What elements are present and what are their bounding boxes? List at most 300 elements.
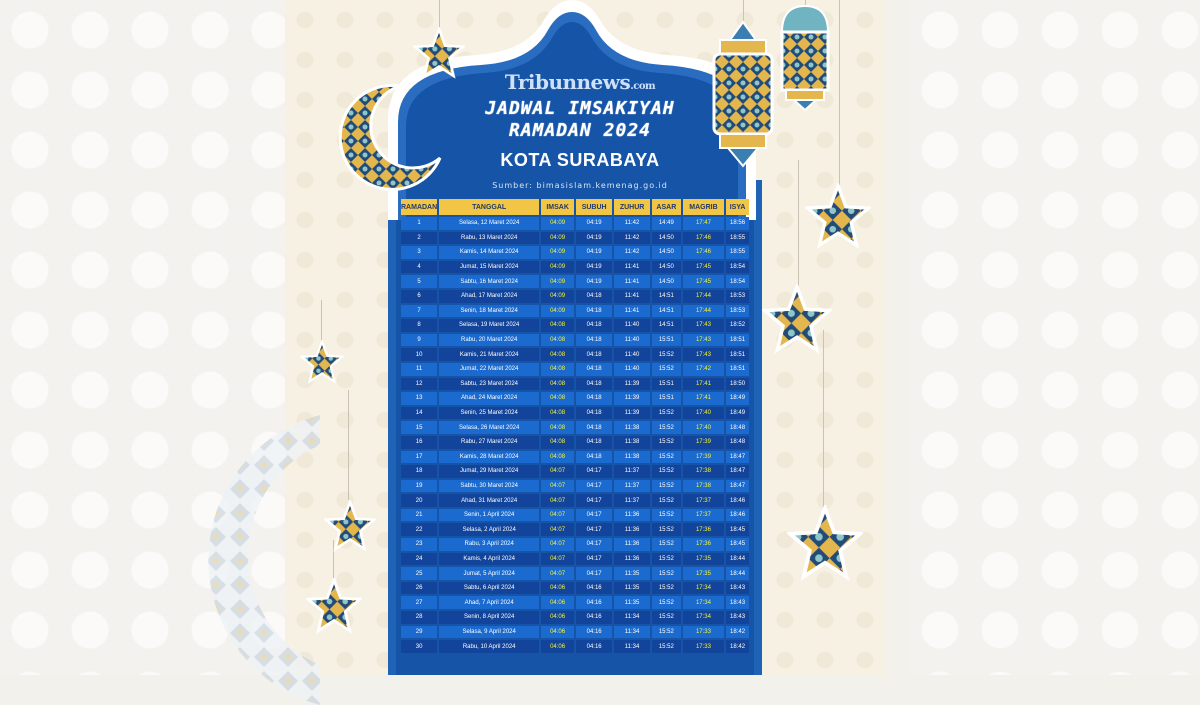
table-cell: 04:17 <box>576 538 612 551</box>
table-cell: 17:43 <box>683 319 724 332</box>
table-cell: 5 <box>401 275 437 288</box>
lantern-icon <box>708 20 778 170</box>
table-cell: 04:06 <box>541 640 574 653</box>
table-cell: 19 <box>401 480 437 493</box>
table-cell: 18:43 <box>726 582 749 595</box>
table-cell: 04:18 <box>576 392 612 405</box>
title-line-2: RAMADAN 2024 <box>508 120 652 141</box>
table-cell: 04:07 <box>541 567 574 580</box>
table-cell: 18:54 <box>726 275 749 288</box>
table-cell: 15:52 <box>652 523 681 536</box>
table-cell: 17:43 <box>683 334 724 347</box>
table-cell: 11:37 <box>614 494 650 507</box>
table-cell: 04:06 <box>541 582 574 595</box>
column-header: TANGGAL <box>439 199 539 215</box>
table-cell: 14:50 <box>652 246 681 259</box>
table-cell: Selasa, 19 Maret 2024 <box>439 319 539 332</box>
table-cell: 04:17 <box>576 523 612 536</box>
table-cell: 15:52 <box>652 480 681 493</box>
table-cell: 18:44 <box>726 567 749 580</box>
table-cell: Jumat, 29 Maret 2024 <box>439 465 539 478</box>
table-cell: 04:18 <box>576 421 612 434</box>
table-cell: 18:43 <box>726 611 749 624</box>
table-cell: 26 <box>401 582 437 595</box>
table-cell: 15:52 <box>652 363 681 376</box>
table-cell: 15:52 <box>652 509 681 522</box>
table-row <box>401 319 749 332</box>
lantern-icon <box>776 2 834 112</box>
table-cell: 15:51 <box>652 392 681 405</box>
table-row <box>401 334 749 347</box>
table-row <box>401 261 749 274</box>
table-cell: Senin, 25 Maret 2024 <box>439 407 539 420</box>
page-title <box>420 98 740 142</box>
table-cell: 04:17 <box>576 494 612 507</box>
hanging-string <box>798 160 799 290</box>
table-cell: 11:39 <box>614 378 650 391</box>
table-cell: 17 <box>401 451 437 464</box>
table-cell: Ahad, 24 Maret 2024 <box>439 392 539 405</box>
table-cell: 17:46 <box>683 232 724 245</box>
table-cell: 11:39 <box>614 392 650 405</box>
table-cell: 18:48 <box>726 436 749 449</box>
table-row <box>401 378 749 391</box>
table-cell: 11:38 <box>614 421 650 434</box>
table-cell: 17:36 <box>683 538 724 551</box>
table-row <box>401 421 749 434</box>
table-row <box>401 305 749 318</box>
hanging-string <box>348 390 349 500</box>
star-icon <box>300 340 344 384</box>
table-cell: 18:50 <box>726 378 749 391</box>
table-cell: 04:08 <box>541 363 574 376</box>
table-cell: Ahad, 17 Maret 2024 <box>439 290 539 303</box>
table-cell: 13 <box>401 392 437 405</box>
table-row <box>401 246 749 259</box>
table-cell: 11:36 <box>614 523 650 536</box>
table-row <box>401 611 749 624</box>
column-header: ZUHUR <box>614 199 650 215</box>
table-cell: 15:52 <box>652 407 681 420</box>
hanging-string <box>823 330 824 510</box>
table-cell: 22 <box>401 523 437 536</box>
table-cell: Senin, 1 April 2024 <box>439 509 539 522</box>
table-cell: 30 <box>401 640 437 653</box>
column-header: IMSAK <box>541 199 574 215</box>
table-cell: 14:51 <box>652 319 681 332</box>
table-cell: 04:18 <box>576 451 612 464</box>
table-cell: Sabtu, 6 April 2024 <box>439 582 539 595</box>
table-cell: 04:18 <box>576 334 612 347</box>
table-cell: 17:34 <box>683 596 724 609</box>
table-cell: Kamis, 28 Maret 2024 <box>439 451 539 464</box>
table-cell: 18:47 <box>726 480 749 493</box>
table-cell: 8 <box>401 319 437 332</box>
table-cell: 17:36 <box>683 523 724 536</box>
table-header-row <box>401 199 749 215</box>
table-cell: 17:33 <box>683 640 724 653</box>
table-cell: 17:35 <box>683 553 724 566</box>
table-cell: 29 <box>401 626 437 639</box>
table-cell: 17:33 <box>683 626 724 639</box>
table-body <box>401 217 749 653</box>
table-cell: 04:08 <box>541 348 574 361</box>
table-cell: Rabu, 27 Maret 2024 <box>439 436 539 449</box>
table-row <box>401 451 749 464</box>
table-cell: 14:49 <box>652 217 681 230</box>
table-cell: 04:16 <box>576 611 612 624</box>
table-cell: 17:40 <box>683 407 724 420</box>
table-cell: 15:52 <box>652 567 681 580</box>
table-row <box>401 494 749 507</box>
table-cell: Ahad, 7 April 2024 <box>439 596 539 609</box>
table-cell: 04:19 <box>576 217 612 230</box>
table-cell: 04:06 <box>541 596 574 609</box>
table-cell: 17:44 <box>683 290 724 303</box>
table-cell: 18:45 <box>726 538 749 551</box>
table-cell: 15:51 <box>652 378 681 391</box>
table-cell: 15:52 <box>652 465 681 478</box>
table-cell: 17:41 <box>683 378 724 391</box>
table-cell: 11:34 <box>614 640 650 653</box>
table-cell: 17:41 <box>683 392 724 405</box>
table-cell: 11:40 <box>614 363 650 376</box>
table-cell: 04:17 <box>576 553 612 566</box>
table-cell: 10 <box>401 348 437 361</box>
table-cell: 15:52 <box>652 451 681 464</box>
table-cell: 11 <box>401 363 437 376</box>
table-cell: 11:36 <box>614 553 650 566</box>
table-cell: 18:47 <box>726 451 749 464</box>
table-cell: 18:53 <box>726 305 749 318</box>
table-cell: 17:44 <box>683 305 724 318</box>
star-icon <box>787 505 863 581</box>
star-icon <box>805 183 871 249</box>
table-cell: 11:40 <box>614 334 650 347</box>
table-cell: 18:49 <box>726 407 749 420</box>
table-cell: 17:37 <box>683 494 724 507</box>
table-cell: 04:19 <box>576 261 612 274</box>
table-cell: 23 <box>401 538 437 551</box>
table-cell: 17:45 <box>683 275 724 288</box>
table-cell: 11:42 <box>614 217 650 230</box>
table-cell: Jumat, 5 April 2024 <box>439 567 539 580</box>
table-cell: 04:18 <box>576 436 612 449</box>
table-cell: 25 <box>401 567 437 580</box>
table-cell: 18:55 <box>726 246 749 259</box>
table-cell: 18:42 <box>726 626 749 639</box>
title-line-1: JADWAL IMSAKIYAH <box>485 98 675 119</box>
table-cell: 17:39 <box>683 451 724 464</box>
table-cell: 17:38 <box>683 480 724 493</box>
table-cell: 18:43 <box>726 596 749 609</box>
table-cell: 04:08 <box>541 421 574 434</box>
table-cell: 04:08 <box>541 451 574 464</box>
table-cell: 18:49 <box>726 392 749 405</box>
hanging-string <box>321 300 322 345</box>
table-cell: 04:09 <box>541 290 574 303</box>
table-cell: 18:55 <box>726 232 749 245</box>
table-cell: 11:37 <box>614 465 650 478</box>
table-cell: 04:08 <box>541 334 574 347</box>
table-cell: 11:39 <box>614 407 650 420</box>
table-cell: 04:08 <box>541 407 574 420</box>
table-row <box>401 217 749 230</box>
table-cell: 04:16 <box>576 626 612 639</box>
table-cell: 04:07 <box>541 465 574 478</box>
table-row <box>401 509 749 522</box>
table-cell: 21 <box>401 509 437 522</box>
table-cell: 6 <box>401 290 437 303</box>
table-cell: 17:42 <box>683 363 724 376</box>
table-cell: 04:09 <box>541 232 574 245</box>
table-cell: 17:38 <box>683 465 724 478</box>
table-cell: 17:34 <box>683 611 724 624</box>
table-cell: 04:16 <box>576 582 612 595</box>
table-row <box>401 626 749 639</box>
table-row <box>401 465 749 478</box>
table-cell: 04:17 <box>576 509 612 522</box>
table-cell: 16 <box>401 436 437 449</box>
table-cell: 04:06 <box>541 611 574 624</box>
table-cell: 18 <box>401 465 437 478</box>
table-cell: 04:07 <box>541 509 574 522</box>
hanging-string <box>839 0 840 185</box>
table-cell: 18:46 <box>726 494 749 507</box>
table-cell: Selasa, 2 April 2024 <box>439 523 539 536</box>
table-cell: 18:53 <box>726 290 749 303</box>
table-cell: 04:08 <box>541 436 574 449</box>
star-icon <box>762 284 832 354</box>
table-cell: 04:18 <box>576 348 612 361</box>
imsakiyah-table <box>399 197 751 655</box>
table-cell: 04:07 <box>541 523 574 536</box>
source-note: Sumber: bimasislam.kemenag.go.id <box>492 181 668 190</box>
table-cell: 18:51 <box>726 334 749 347</box>
crescent-moon-icon <box>330 78 445 193</box>
table-cell: 15:52 <box>652 348 681 361</box>
table-cell: 15:51 <box>652 334 681 347</box>
table-cell: 11:35 <box>614 596 650 609</box>
table-cell: 14:51 <box>652 305 681 318</box>
table-cell: 17:46 <box>683 246 724 259</box>
table-cell: Kamis, 21 Maret 2024 <box>439 348 539 361</box>
table-cell: 18:42 <box>726 640 749 653</box>
table-cell: 15:52 <box>652 538 681 551</box>
table-cell: 24 <box>401 553 437 566</box>
table-row <box>401 640 749 653</box>
table-row <box>401 538 749 551</box>
table-cell: 14:50 <box>652 275 681 288</box>
table-cell: 11:42 <box>614 232 650 245</box>
table-row <box>401 523 749 536</box>
table-row <box>401 363 749 376</box>
table-cell: Rabu, 13 Maret 2024 <box>439 232 539 245</box>
table-cell: 04:17 <box>576 480 612 493</box>
tribunnews-logo: Tribunnews.com <box>504 70 656 94</box>
table-row <box>401 232 749 245</box>
table-cell: Kamis, 14 Maret 2024 <box>439 246 539 259</box>
table-cell: 04:07 <box>541 538 574 551</box>
table-cell: 11:35 <box>614 567 650 580</box>
table-cell: 11:42 <box>614 246 650 259</box>
table-cell: 17:45 <box>683 261 724 274</box>
table-cell: 04:08 <box>541 319 574 332</box>
table-cell: Rabu, 10 April 2024 <box>439 640 539 653</box>
table-cell: Kamis, 4 April 2024 <box>439 553 539 566</box>
table-cell: 04:18 <box>576 407 612 420</box>
table-cell: Sabtu, 23 Maret 2024 <box>439 378 539 391</box>
table-cell: 15:52 <box>652 626 681 639</box>
column-header: ASAR <box>652 199 681 215</box>
table-cell: 2 <box>401 232 437 245</box>
large-moon-decoration <box>180 405 320 705</box>
table-cell: Jumat, 22 Maret 2024 <box>439 363 539 376</box>
column-header: MAGRIB <box>683 199 724 215</box>
table-cell: 04:18 <box>576 290 612 303</box>
table-cell: 04:19 <box>576 275 612 288</box>
table-row <box>401 290 749 303</box>
table-cell: 11:40 <box>614 319 650 332</box>
table-cell: 14:51 <box>652 290 681 303</box>
table-cell: 04:07 <box>541 480 574 493</box>
table-cell: 04:19 <box>576 246 612 259</box>
table-cell: 04:08 <box>541 392 574 405</box>
column-header: ISYA <box>726 199 749 215</box>
table-row <box>401 480 749 493</box>
table-cell: 04:09 <box>541 261 574 274</box>
table-row <box>401 275 749 288</box>
table-cell: 11:40 <box>614 348 650 361</box>
table-cell: 04:18 <box>576 305 612 318</box>
table-cell: Selasa, 26 Maret 2024 <box>439 421 539 434</box>
table-cell: 17:47 <box>683 217 724 230</box>
table-cell: 11:38 <box>614 451 650 464</box>
table-cell: 18:56 <box>726 217 749 230</box>
table-cell: 04:18 <box>576 363 612 376</box>
table-cell: 11:34 <box>614 626 650 639</box>
table-row <box>401 348 749 361</box>
star-icon <box>413 27 465 79</box>
table-cell: 04:16 <box>576 640 612 653</box>
table-cell: 18:52 <box>726 319 749 332</box>
table-cell: 11:41 <box>614 275 650 288</box>
table-cell: Sabtu, 16 Maret 2024 <box>439 275 539 288</box>
table-cell: 11:41 <box>614 290 650 303</box>
table-row <box>401 596 749 609</box>
table-cell: 17:43 <box>683 348 724 361</box>
table-cell: 17:34 <box>683 582 724 595</box>
table-cell: 15:52 <box>652 640 681 653</box>
right-pattern-panel <box>910 0 1200 675</box>
table-cell: 15:52 <box>652 553 681 566</box>
table-cell: 04:08 <box>541 378 574 391</box>
table-cell: Sabtu, 30 Maret 2024 <box>439 480 539 493</box>
table-cell: Selasa, 12 Maret 2024 <box>439 217 539 230</box>
city-name: KOTA SURABAYA <box>500 150 660 170</box>
table-cell: 11:37 <box>614 480 650 493</box>
table-cell: 11:34 <box>614 611 650 624</box>
table-cell: 15:52 <box>652 582 681 595</box>
table-cell: 18:51 <box>726 363 749 376</box>
table-cell: 11:41 <box>614 261 650 274</box>
table-cell: 04:09 <box>541 217 574 230</box>
table-cell: Rabu, 3 April 2024 <box>439 538 539 551</box>
schedule-header <box>420 70 740 190</box>
table-cell: 04:07 <box>541 553 574 566</box>
table-cell: 04:16 <box>576 596 612 609</box>
table-cell: Senin, 8 April 2024 <box>439 611 539 624</box>
table-cell: Senin, 18 Maret 2024 <box>439 305 539 318</box>
column-header: RAMADAN <box>401 199 437 215</box>
column-header: SUBUH <box>576 199 612 215</box>
table-cell: 18:51 <box>726 348 749 361</box>
table-row <box>401 553 749 566</box>
table-cell: 04:17 <box>576 567 612 580</box>
table-cell: 04:07 <box>541 494 574 507</box>
table-cell: 15:52 <box>652 421 681 434</box>
table-cell: 18:48 <box>726 421 749 434</box>
table-cell: 04:17 <box>576 465 612 478</box>
table-cell: 27 <box>401 596 437 609</box>
table-cell: 04:09 <box>541 275 574 288</box>
table-cell: 04:09 <box>541 305 574 318</box>
table-cell: 3 <box>401 246 437 259</box>
table-cell: 15:52 <box>652 494 681 507</box>
star-icon <box>306 578 362 634</box>
table-cell: 4 <box>401 261 437 274</box>
table-cell: 11:36 <box>614 538 650 551</box>
table-cell: 18:54 <box>726 261 749 274</box>
table-cell: 28 <box>401 611 437 624</box>
table-row <box>401 567 749 580</box>
table-cell: 15:52 <box>652 596 681 609</box>
table-cell: 1 <box>401 217 437 230</box>
table-cell: 15:52 <box>652 436 681 449</box>
table-cell: 14:50 <box>652 261 681 274</box>
table-cell: 04:19 <box>576 232 612 245</box>
star-icon <box>324 500 376 552</box>
table-cell: Selasa, 9 April 2024 <box>439 626 539 639</box>
table-cell: 17:39 <box>683 436 724 449</box>
table-cell: 11:35 <box>614 582 650 595</box>
table-cell: Jumat, 15 Maret 2024 <box>439 261 539 274</box>
table-cell: 17:37 <box>683 509 724 522</box>
table-cell: 14:50 <box>652 232 681 245</box>
table-row <box>401 407 749 420</box>
table-cell: 04:06 <box>541 626 574 639</box>
table-row <box>401 582 749 595</box>
table-cell: 20 <box>401 494 437 507</box>
table-cell: 7 <box>401 305 437 318</box>
table-cell: 04:09 <box>541 246 574 259</box>
table-cell: 15:52 <box>652 611 681 624</box>
table-cell: 17:40 <box>683 421 724 434</box>
table-cell: Rabu, 20 Maret 2024 <box>439 334 539 347</box>
table-cell: 18:46 <box>726 509 749 522</box>
table-cell: 18:44 <box>726 553 749 566</box>
table-cell: 18:47 <box>726 465 749 478</box>
table-cell: Ahad, 31 Maret 2024 <box>439 494 539 507</box>
table-cell: 9 <box>401 334 437 347</box>
table-cell: 04:18 <box>576 319 612 332</box>
table-row <box>401 436 749 449</box>
table-cell: 11:38 <box>614 436 650 449</box>
table-cell: 17:35 <box>683 567 724 580</box>
table-cell: 14 <box>401 407 437 420</box>
table-cell: 18:45 <box>726 523 749 536</box>
table-cell: 15 <box>401 421 437 434</box>
